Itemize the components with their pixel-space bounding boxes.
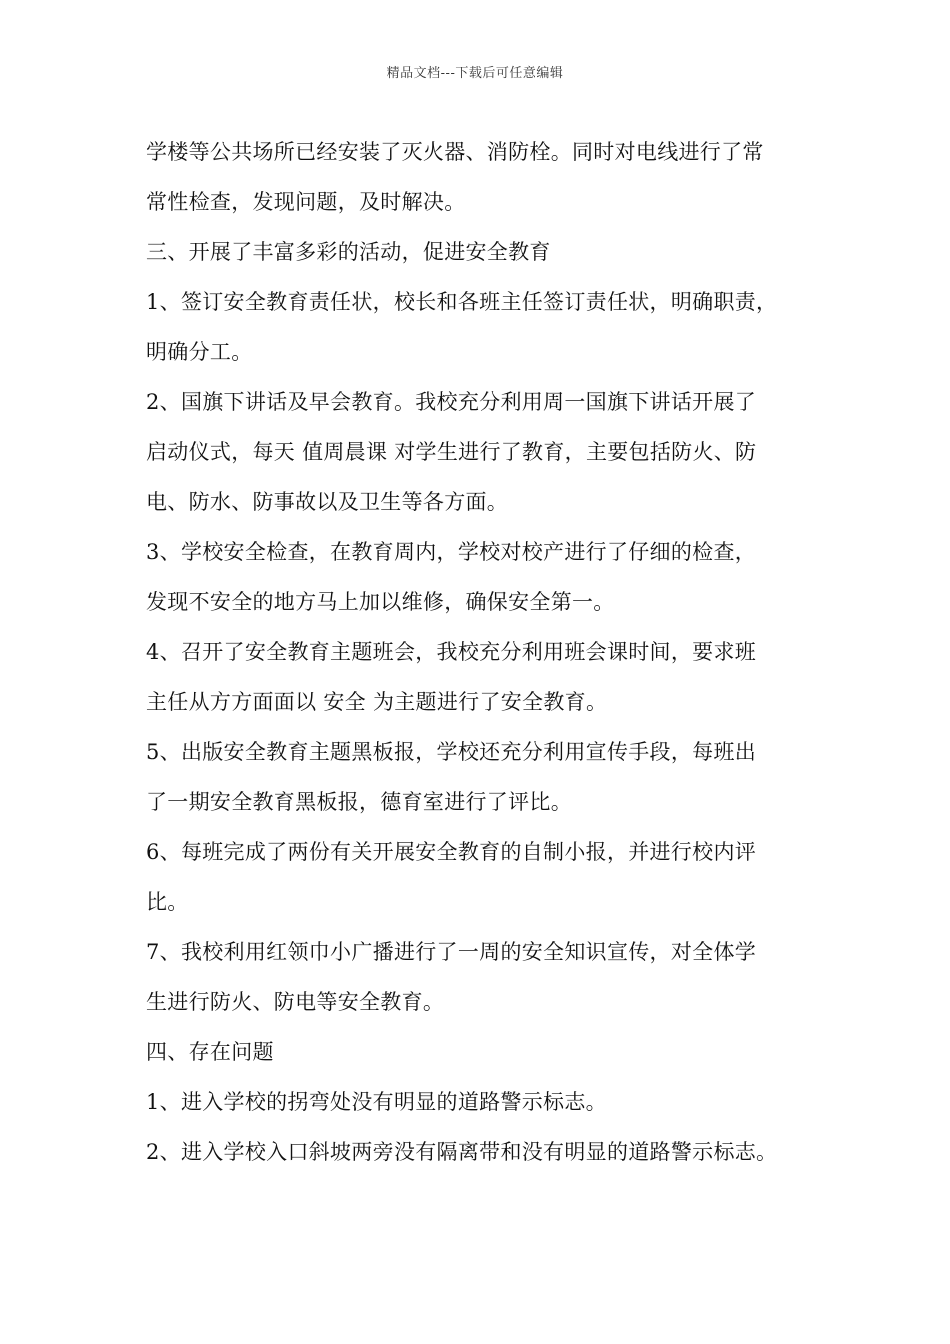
text-line: 学楼等公共场所已经安装了灭火器、消防栓。同时对电线进行了常: [146, 140, 764, 164]
text-line: 2、国旗下讲话及早会教育。我校充分利用周一国旗下讲话开展了: [146, 390, 757, 414]
text-line: 了一期安全教育黑板报，德育室进行了评比。: [146, 790, 572, 814]
text-line: 2、进入学校入口斜坡两旁没有隔离带和没有明显的道路警示标志。: [146, 1140, 778, 1164]
text-line: 3、学校安全检查，在教育周内，学校对校产进行了仔细的检查，: [146, 540, 757, 564]
text-line: 1、签订安全教育责任状，校长和各班主任签订责任状，明确职责，: [146, 290, 778, 314]
text-line: 5、出版安全教育主题黑板报，学校还充分利用宣传手段，每班出: [146, 740, 757, 764]
text-line: 1、进入学校的拐弯处没有明显的道路警示标志。: [146, 1090, 607, 1114]
text-line: 生进行防火、防电等安全教育。: [146, 990, 445, 1014]
page-header: 精品文档---下载后可任意编辑: [386, 66, 564, 81]
text-line: 常性检查，发现问题，及时解决。: [146, 190, 466, 214]
text-line: 4、召开了安全教育主题班会，我校充分利用班会课时间，要求班: [146, 640, 757, 664]
text-line: 6、每班完成了两份有关开展安全教育的自制小报，并进行校内评: [146, 840, 757, 864]
text-line: 主任从方方面面以 安全 为主题进行了安全教育。: [146, 690, 608, 714]
body-text: [146, 127, 836, 1177]
text-line: 电、防水、防事故以及卫生等各方面。: [146, 490, 509, 514]
text-line: 启动仪式，每天 值周晨课 对学生进行了教育，主要包括防火、防: [146, 440, 757, 464]
text-line: 比。: [146, 890, 189, 914]
section-heading: 三、开展了丰富多彩的活动，促进安全教育: [146, 240, 551, 264]
section-heading: 四、存在问题: [146, 1040, 274, 1064]
text-line: 明确分工。: [146, 340, 253, 364]
text-line: 发现不安全的地方马上加以维修，确保安全第一。: [146, 590, 615, 614]
text-line: 7、我校利用红领巾小广播进行了一周的安全知识宣传，对全体学: [146, 940, 757, 964]
